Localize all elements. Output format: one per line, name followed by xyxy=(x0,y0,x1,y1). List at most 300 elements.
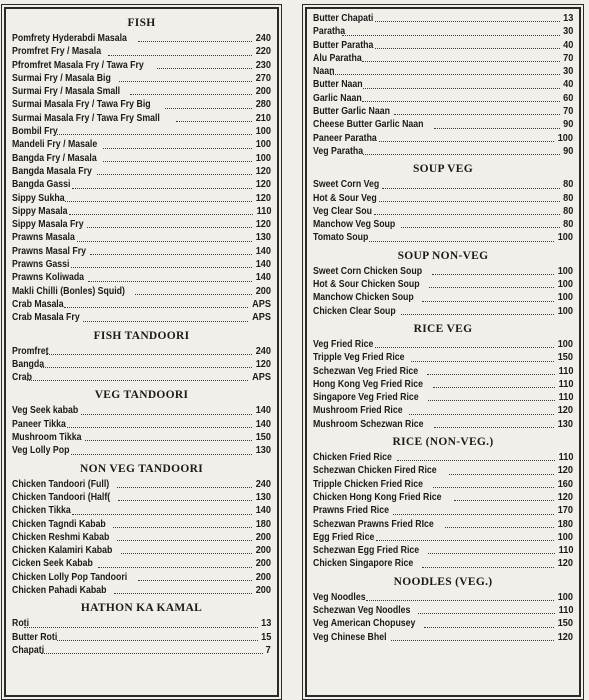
dot-leader xyxy=(117,487,252,488)
section-title: VEG TANDOORI xyxy=(94,389,189,402)
dot-leader xyxy=(369,241,554,242)
menu-item xyxy=(12,98,271,111)
dot-leader xyxy=(138,580,252,581)
dot-leader xyxy=(449,474,554,475)
item-name: Butter Paratha xyxy=(313,39,374,51)
item-name: Prawns Gassi xyxy=(12,259,70,271)
item-price: 100 xyxy=(255,139,271,151)
menu-item xyxy=(12,544,271,557)
item-price: 240 xyxy=(255,33,271,44)
menu-section-noodles-veg xyxy=(313,575,573,644)
item-price: 40 xyxy=(562,39,573,51)
menu-item xyxy=(313,351,573,364)
dot-leader xyxy=(382,188,560,189)
item-name: Chicken Hong Kong Fried Rice xyxy=(313,491,442,503)
menu-item xyxy=(12,85,271,98)
item-name: Sippy Masala xyxy=(12,205,68,217)
dot-leader xyxy=(363,88,560,89)
menu-item xyxy=(12,431,271,444)
menu-item xyxy=(12,504,271,517)
menu-item xyxy=(313,278,573,291)
section-title: SOUP NON-VEG xyxy=(397,249,489,262)
item-name: Surmai Fry / Masala Big xyxy=(12,72,111,84)
section-title: NON VEG TANDOORI xyxy=(79,462,203,475)
menu-item xyxy=(313,192,573,205)
item-name: Paratha xyxy=(313,26,346,38)
menu-item xyxy=(313,231,573,244)
item-name: Schezwan Chicken Fired Rice xyxy=(313,465,437,477)
item-price: 120 xyxy=(255,179,271,191)
dot-leader xyxy=(41,653,263,654)
item-price: 120 xyxy=(557,405,573,417)
item-price: 140 xyxy=(255,405,271,417)
item-name: Schezwan Veg Noodles xyxy=(313,604,411,616)
section-title: NOODLES (VEG.) xyxy=(393,575,493,588)
menu-item xyxy=(12,557,271,570)
menu-item xyxy=(12,72,271,85)
item-name: Hong Kong Veg Fried Rice xyxy=(313,378,424,390)
menu-item xyxy=(12,584,271,597)
menu-item xyxy=(313,491,573,504)
item-price: 200 xyxy=(255,86,271,98)
dot-leader xyxy=(409,414,554,415)
dot-leader xyxy=(429,287,554,288)
item-price: 15 xyxy=(260,631,271,643)
item-price: 100 xyxy=(255,152,271,164)
menu-item xyxy=(12,571,271,584)
menu-item xyxy=(313,105,573,118)
menu-item xyxy=(12,358,271,371)
item-name: Surmai Masala Fry / Tawa Fry Big xyxy=(12,99,151,111)
section-title: FISH xyxy=(127,17,156,29)
item-name: Cheese Butter Garlic Naan xyxy=(313,119,424,131)
dot-leader xyxy=(24,627,258,628)
menu-item xyxy=(313,418,573,431)
item-name: Pfromfret Masala Fry / Tawa Fry xyxy=(12,59,144,71)
item-price: 200 xyxy=(255,584,271,596)
dot-leader xyxy=(71,267,252,268)
item-price: 180 xyxy=(557,518,573,530)
item-price: 200 xyxy=(255,558,271,570)
menu-item xyxy=(12,518,271,531)
menu-section-non-veg-tandoori xyxy=(12,462,271,598)
item-name: Chicken Singapore Rice xyxy=(313,558,414,570)
dot-leader xyxy=(375,21,559,22)
dot-leader xyxy=(130,94,252,95)
menu-column-right xyxy=(305,7,581,697)
item-price: 100 xyxy=(557,338,573,350)
item-price: 110 xyxy=(558,392,573,404)
menu-item xyxy=(12,404,271,417)
menu-item xyxy=(313,265,573,278)
dot-leader xyxy=(433,487,554,488)
item-name: Veg Chinese Bhel xyxy=(313,631,387,643)
item-price: 120 xyxy=(255,165,271,177)
menu-item xyxy=(313,478,573,491)
dot-leader xyxy=(362,101,560,102)
item-price: 140 xyxy=(255,245,271,257)
item-name: Veg Paratha xyxy=(313,145,364,157)
item-name: Singapore Veg Fried Rice xyxy=(313,392,419,404)
item-price: 150 xyxy=(255,432,271,444)
menu-item xyxy=(12,418,271,431)
item-price: 150 xyxy=(557,618,573,630)
menu-item xyxy=(12,285,271,298)
dot-leader xyxy=(379,201,560,202)
dot-leader xyxy=(454,500,554,501)
item-name: Cicken Seek Kabab xyxy=(12,558,93,570)
menu-item xyxy=(313,132,573,145)
item-price: APS xyxy=(252,298,271,310)
item-price: 13 xyxy=(260,618,271,630)
item-name: Bangda Fry / Masala xyxy=(12,152,97,164)
dot-leader xyxy=(67,427,252,428)
dot-leader xyxy=(157,68,252,69)
item-price: 130 xyxy=(255,232,271,244)
menu-item xyxy=(313,205,573,218)
menu-item xyxy=(313,404,573,417)
dot-leader xyxy=(118,500,252,501)
item-price: 120 xyxy=(557,631,573,643)
dot-leader xyxy=(46,354,252,355)
item-price: 100 xyxy=(557,232,573,244)
item-name: Chicken Tandoori (Full) xyxy=(12,478,110,490)
dot-leader xyxy=(434,128,560,129)
section-title: HATHON KA KAMAL xyxy=(80,602,203,615)
item-name: Bangda xyxy=(12,358,45,370)
menu-item xyxy=(12,165,271,178)
menu-item xyxy=(313,531,573,544)
dot-leader xyxy=(445,527,554,528)
dot-leader xyxy=(432,274,554,275)
item-name: Veg American Chopusey xyxy=(313,618,416,630)
item-name: Surmai Fry / Masala Small xyxy=(12,86,121,98)
dot-leader xyxy=(98,567,252,568)
menu-item xyxy=(12,258,271,271)
dot-leader xyxy=(87,227,252,228)
item-name: Prawns Koliwada xyxy=(12,272,85,284)
menu-item xyxy=(313,25,573,38)
menu-item xyxy=(12,311,271,324)
menu-item xyxy=(313,65,573,78)
dot-leader xyxy=(411,361,554,362)
menu-item xyxy=(12,178,271,191)
item-name: Paneer Tikka xyxy=(12,418,66,430)
menu-item xyxy=(12,271,271,284)
item-price: 180 xyxy=(255,518,271,530)
menu-section-continued-0 xyxy=(313,12,573,158)
item-name: Chicken Fried Rice xyxy=(313,452,392,464)
item-name: Butter Chapati xyxy=(313,13,374,24)
item-name: Surmai Masala Fry / Tawa Fry Small xyxy=(12,112,160,124)
item-price: APS xyxy=(252,372,271,384)
dot-leader xyxy=(81,414,252,415)
item-price: 100 xyxy=(557,531,573,543)
menu-item xyxy=(12,298,271,311)
menu-item xyxy=(313,391,573,404)
dot-leader xyxy=(65,201,252,202)
dot-leader xyxy=(69,214,253,215)
item-name: Butter Naan xyxy=(313,79,363,91)
item-price: 160 xyxy=(557,478,573,490)
item-name: Veg Noodles xyxy=(313,591,366,603)
item-price: 120 xyxy=(255,219,271,231)
item-price: 110 xyxy=(256,205,271,217)
item-price: 120 xyxy=(557,465,573,477)
menu-section-soup-veg xyxy=(313,162,573,244)
menu-item xyxy=(12,138,271,151)
menu-item xyxy=(313,504,573,517)
item-price: 280 xyxy=(255,99,271,111)
item-name: Garlic Naan xyxy=(313,92,362,104)
item-name: Tripple Chicken Fried Rice xyxy=(313,478,424,490)
item-price: 240 xyxy=(255,345,271,357)
item-price: 100 xyxy=(557,305,573,317)
item-name: Butter Roti xyxy=(12,631,58,643)
item-name: Veg Lolly Pop xyxy=(12,445,70,457)
dot-leader xyxy=(41,367,252,368)
dot-leader xyxy=(97,174,252,175)
dot-leader xyxy=(83,321,248,322)
item-price: 40 xyxy=(562,79,573,91)
dot-leader xyxy=(394,114,559,115)
menu-item xyxy=(313,378,573,391)
item-name: Pomfrety Hyderabdi Masala xyxy=(12,33,127,44)
dot-leader xyxy=(72,514,252,515)
dot-leader xyxy=(434,427,554,428)
item-price: 100 xyxy=(557,279,573,291)
item-price: 120 xyxy=(557,558,573,570)
item-name: Promfret xyxy=(12,345,49,357)
item-price: 110 xyxy=(558,545,573,557)
dot-leader xyxy=(422,301,554,302)
item-name: Manchow Veg Soup xyxy=(313,219,396,231)
item-name: Schezwan Egg Fried Rice xyxy=(313,545,420,557)
dot-leader xyxy=(113,527,252,528)
menu-item xyxy=(313,12,573,25)
item-name: Alu Paratha xyxy=(313,52,362,64)
item-price: 210 xyxy=(255,112,271,124)
menu-item xyxy=(313,291,573,304)
menu-item xyxy=(12,345,271,358)
dot-leader xyxy=(397,460,555,461)
dot-leader xyxy=(375,347,554,348)
item-price: 200 xyxy=(255,531,271,543)
section-title: SOUP VEG xyxy=(412,163,474,176)
item-name: Chapati xyxy=(12,644,45,656)
menu-item xyxy=(313,305,573,318)
section-title: FISH TANDOORI xyxy=(93,329,190,342)
menu-item xyxy=(313,544,573,557)
dot-leader xyxy=(342,35,559,36)
menu-item xyxy=(12,59,271,72)
dot-leader xyxy=(90,254,252,255)
item-name: Chicken Reshmi Kabab xyxy=(12,531,110,543)
menu-section-rice-non-veg xyxy=(313,435,573,571)
item-name: Crab xyxy=(12,372,32,384)
item-price: 150 xyxy=(557,352,573,364)
menu-item xyxy=(12,218,271,231)
dot-leader xyxy=(103,148,252,149)
item-name: Paneer Paratha xyxy=(313,132,377,144)
item-name: Schezwan Veg Fried Rice xyxy=(313,365,419,377)
item-name: Mushroom Tikka xyxy=(12,432,82,444)
menu-section-rice-veg xyxy=(313,322,573,431)
menu-item xyxy=(12,631,271,644)
item-price: 200 xyxy=(255,571,271,583)
dot-leader xyxy=(117,540,252,541)
item-price: 80 xyxy=(562,219,573,231)
menu-item xyxy=(313,617,573,630)
menu-item xyxy=(12,444,271,457)
item-name: Egg Fried Rice xyxy=(313,531,375,543)
item-name: Chicken Tagndi Kabab xyxy=(12,518,106,530)
menu-item xyxy=(12,32,271,45)
dot-leader xyxy=(64,307,248,308)
dot-leader xyxy=(393,514,554,515)
item-name: Veg Fried Rice xyxy=(313,338,374,350)
menu-section-veg-tandoori xyxy=(12,388,271,457)
menu-item xyxy=(313,218,573,231)
item-name: Crab Masala xyxy=(12,298,64,310)
item-price: 80 xyxy=(562,179,573,191)
dot-leader xyxy=(108,55,252,56)
item-name: Naan xyxy=(313,66,335,78)
menu-item xyxy=(313,145,573,158)
item-price: 130 xyxy=(255,491,271,503)
item-price: 70 xyxy=(562,52,573,64)
item-price: 110 xyxy=(558,378,573,390)
menu-item xyxy=(313,178,573,191)
menu-item xyxy=(12,371,271,384)
dot-leader xyxy=(363,154,559,155)
dot-leader xyxy=(27,380,248,381)
item-price: 100 xyxy=(557,292,573,304)
menu-item xyxy=(12,125,271,138)
item-name: Chicken Kalamiri Kabab xyxy=(12,545,113,557)
menu-item xyxy=(313,557,573,570)
item-price: 140 xyxy=(255,505,271,517)
item-name: Chicken Lolly Pop Tandoori xyxy=(12,571,128,583)
item-price: 230 xyxy=(255,59,271,71)
item-name: Sippy Masala Fry xyxy=(12,219,84,231)
item-name: Sweet Corn Veg xyxy=(313,179,380,191)
menu-item xyxy=(12,152,271,165)
dot-leader xyxy=(362,61,560,62)
menu-item xyxy=(313,338,573,351)
dot-leader xyxy=(375,48,559,49)
menu-section-hathon-ka-kamal xyxy=(12,601,271,657)
item-name: Sippy Sukha xyxy=(12,192,65,204)
menu-item xyxy=(12,531,271,544)
item-name: Veg Seek kabab xyxy=(12,405,79,417)
dot-leader xyxy=(374,214,560,215)
menu-section-fish-tandoori xyxy=(12,329,271,385)
menu-column-left xyxy=(4,7,279,697)
dot-leader xyxy=(433,387,555,388)
item-name: Prawns Masala xyxy=(12,232,75,244)
menu-item xyxy=(12,478,271,491)
item-price: 240 xyxy=(255,478,271,490)
menu-item xyxy=(12,45,271,58)
item-price: 90 xyxy=(562,145,573,157)
item-name: Chicken Clear Soup xyxy=(313,305,396,317)
dot-leader xyxy=(176,121,252,122)
menu-item xyxy=(313,518,573,531)
menu-item xyxy=(12,112,271,125)
item-name: Sweet Corn Chicken Soup xyxy=(313,265,423,277)
dot-leader xyxy=(418,613,554,614)
item-name: Manchow Chicken Soup xyxy=(313,292,414,304)
menu-section-soup-non-veg xyxy=(313,249,573,318)
dot-leader xyxy=(103,161,252,162)
item-name: Mandeli Fry / Masale xyxy=(12,139,98,151)
item-price: 170 xyxy=(557,505,573,517)
item-price: 90 xyxy=(562,119,573,131)
dot-leader xyxy=(391,640,555,641)
dot-leader xyxy=(72,188,252,189)
dot-leader xyxy=(424,627,554,628)
item-name: Chicken Tandoori (Half( xyxy=(12,491,111,503)
dot-leader xyxy=(138,41,252,42)
dot-leader xyxy=(119,81,252,82)
item-price: 100 xyxy=(557,265,573,277)
item-name: Hot & Sour Chicken Soup xyxy=(313,279,420,291)
menu-item xyxy=(313,92,573,105)
menu-item xyxy=(313,78,573,91)
dot-leader xyxy=(121,553,252,554)
item-name: Veg Clear Sou xyxy=(313,205,372,217)
item-price: 110 xyxy=(558,365,573,377)
item-name: Bangda Gassi xyxy=(12,179,71,191)
dot-leader xyxy=(88,281,252,282)
item-name: Bombil Fry xyxy=(12,126,58,138)
menu-item xyxy=(12,644,271,657)
dot-leader xyxy=(379,141,554,142)
item-name: Prawns Masal Fry xyxy=(12,245,87,257)
item-name: Prawns Fried Rice xyxy=(313,505,389,517)
section-title: RICE (NON-VEG.) xyxy=(392,436,494,449)
dot-leader xyxy=(401,227,560,228)
menu-item xyxy=(12,192,271,205)
item-price: 130 xyxy=(557,418,573,430)
item-price: 220 xyxy=(255,46,271,58)
item-price: 140 xyxy=(255,272,271,284)
dot-leader xyxy=(57,640,258,641)
item-name: Makli Chilli (Bonles) Squid) xyxy=(12,285,125,297)
dot-leader xyxy=(330,74,560,75)
item-name: Mushroom Fried Rice xyxy=(313,405,403,417)
dot-leader xyxy=(428,400,555,401)
menu-item xyxy=(12,205,271,218)
item-price: 13 xyxy=(562,13,573,24)
item-price: 130 xyxy=(255,445,271,457)
menu-item xyxy=(12,245,271,258)
menu-item xyxy=(12,231,271,244)
item-price: APS xyxy=(252,312,271,324)
item-price: 120 xyxy=(255,358,271,370)
item-name: Bangda Masala Fry xyxy=(12,165,92,177)
item-name: Tomato Soup xyxy=(313,232,369,244)
dot-leader xyxy=(401,314,554,315)
item-price: 30 xyxy=(562,66,573,78)
item-price: 7 xyxy=(265,644,271,656)
item-price: 200 xyxy=(255,285,271,297)
dot-leader xyxy=(57,134,252,135)
item-price: 100 xyxy=(255,126,271,138)
dot-leader xyxy=(77,241,252,242)
item-price: 270 xyxy=(255,72,271,84)
